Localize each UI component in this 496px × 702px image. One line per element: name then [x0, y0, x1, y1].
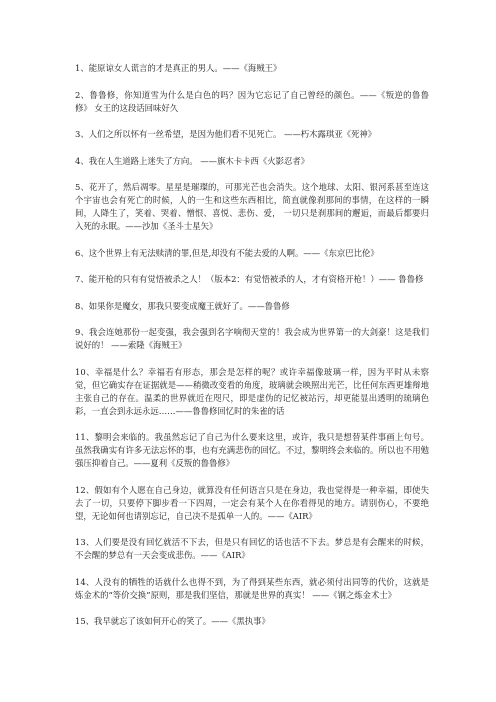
quote-item: 6、这个世界上有无法赎清的罪,但是,却没有不能去爱的人啊。——《东京巴比伦》: [75, 247, 379, 258]
quote-item: 9、我会连她那份一起变强，我会强到名字响彻天堂的！我会成为世界第一的大剑豪！这是我们说好的！ ——索隆《海贼王》: [75, 327, 429, 350]
quote-item: 4、我在人生道路上迷失了方向。 ——旗木卡卡西《火影忍者》: [75, 155, 310, 166]
quote-item: 14、人没有的牺牲的话就什么也得不到，为了得到某些东西，就必须付出同等的代价，这就是炼金术的“等价交换”原则，那是我们坚信，那就是世界的真实！ ——《钢之炼金术士》: [75, 576, 429, 600]
quote-item: 11、黎明会来临的。我虽然忘记了自己为什么要来这里，或许，我只是想替某件事画上句号。虽然我确实有许多无法忘怀的事，也有充满悲伤的回忆。不过，黎明终会来临的。所以也不用勉强压抑着自己。——夏利《反叛的鲁鲁修》: [75, 432, 429, 468]
quote-item: 2、鲁鲁修，你知道雪为什么是白色的吗？因为它忘记了自己曾经的颜色。——《叛逆的鲁鲁修》 女王的这段话回味好久: [75, 89, 429, 113]
quote-item: 7、能开枪的只有有觉悟被杀之人！（版本2：有觉悟被杀的人，才有资格开枪！）—— 鲁鲁修: [75, 274, 424, 284]
quote-item: 8、如果你是魔女，那我只要变成魔王就好了。——鲁鲁修: [75, 300, 290, 311]
quote-item: 5、花开了，然后凋零。星星是璀璨的，可那光芒也会消失。这个地球、太阳、银河系甚至连这个宇宙也会有死亡的时候，人的一生和这些东西相比，简直就像刹那间的事情，在这样的一瞬间，人降生了，笑着、哭着、憎恨、喜悦、悲伤、爱， 一切只是刹那间的邂逅，而最后都要归入死的永眠。——沙加《圣斗士星矢》: [75, 182, 429, 231]
quote-item: 12、假如有个人愿在自己身边，就算没有任何语言只是在身边，我也觉得是一种幸福，即使失去了一切，只要停下脚步看一下四周，一定会有某个人在你看得见的地方。请别伤心，不要绝望，无论如何也请别忘记，自己决不是孤单一人的。——《AIR》: [75, 484, 429, 521]
quote-item: 10、幸福是什么？幸福若有形态，那会是怎样的呢？或许幸福像玻璃一样，因为平时从未察觉，但它确实存在证据就是——稍微改变看的角度，玻璃就会映照出光芒，比任何东西更雄辩地主张自己的存在。温柔的世界就近在咫尺，即是虚伪的记忆被站污，却更能显出透明的琉璃色彩，一直会到永远永远……——鲁鲁修回忆时的朱雀的话: [75, 366, 429, 416]
quote-item: 3、人们之所以怀有一丝希望，是因为他们看不见死亡。 ——朽木露琪亚《死神》: [75, 129, 377, 139]
quote-item: 13、人们要是没有回忆就活不下去，但是只有回忆的话也活不下去。梦总是有会醒来的时候，不会醒的梦总有一天会变成悲伤。——《AIR》: [75, 537, 429, 560]
quote-item: 15、我早就忘了该如何开心的笑了。——《黑执事》: [75, 616, 270, 626]
quote-item: 1、能原谅女人谎言的才是真正的男人。——《海贼王》: [75, 63, 282, 73]
